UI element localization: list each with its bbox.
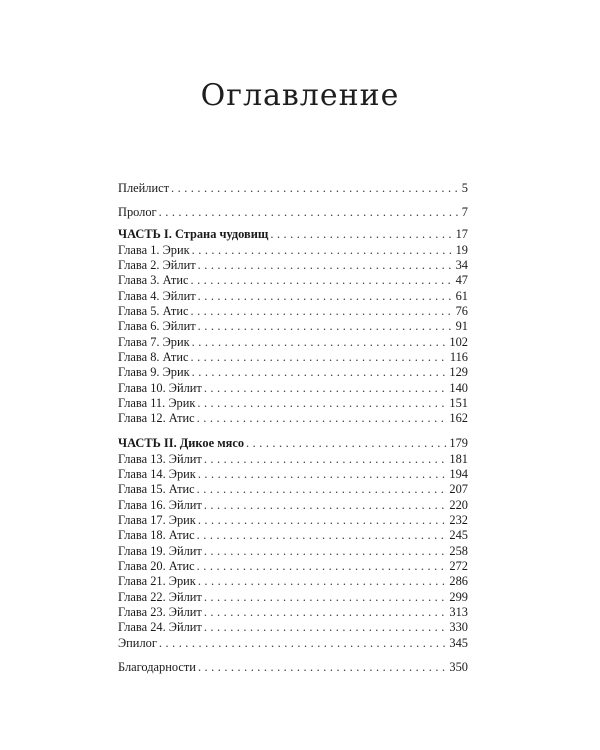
toc-entry-label: Глава 4. Эйлит bbox=[118, 289, 196, 303]
toc-entry-page-number: 5 bbox=[461, 181, 468, 195]
toc-entry-page-number: 220 bbox=[449, 498, 468, 512]
toc-entry-label: Эпилог bbox=[118, 636, 157, 650]
toc-entry bbox=[118, 619, 468, 635]
dot-leader bbox=[204, 604, 448, 620]
toc-entry-label: ЧАСТЬ II. Дикое мясо bbox=[118, 436, 245, 450]
dot-leader bbox=[197, 410, 448, 426]
toc-entry-page-number: 47 bbox=[455, 273, 468, 287]
toc-entry-label: Глава 2. Эйлит bbox=[118, 258, 196, 272]
dot-leader bbox=[197, 395, 447, 411]
toc-entry bbox=[118, 558, 468, 574]
toc-entry bbox=[118, 364, 468, 380]
toc-entry bbox=[118, 451, 468, 467]
toc-entry bbox=[118, 257, 468, 273]
dot-leader bbox=[198, 512, 448, 528]
toc-entry bbox=[118, 288, 468, 304]
toc-entry-page-number: 34 bbox=[455, 258, 468, 272]
toc-entry-label: Глава 21. Эрик bbox=[118, 574, 196, 588]
toc-entry bbox=[118, 497, 468, 513]
toc-entry-label: Глава 15. Атис bbox=[118, 482, 195, 496]
toc-entry bbox=[118, 481, 468, 497]
dot-leader bbox=[192, 334, 448, 350]
dot-leader bbox=[198, 288, 454, 304]
toc-entry-label: ЧАСТЬ I. Страна чудовищ bbox=[118, 227, 269, 241]
toc-entry-page-number: 258 bbox=[449, 544, 468, 558]
toc-entry bbox=[118, 380, 468, 396]
dot-leader bbox=[204, 589, 448, 605]
dot-leader bbox=[190, 303, 453, 319]
toc-entry-page-number: 232 bbox=[449, 513, 468, 527]
toc-entry-label: Глава 12. Атис bbox=[118, 411, 195, 425]
toc-entry-page-number: 350 bbox=[449, 660, 468, 674]
toc-entry-page-number: 17 bbox=[455, 227, 468, 241]
toc-entry bbox=[118, 272, 468, 288]
toc-entry bbox=[118, 180, 468, 196]
toc-entry bbox=[118, 410, 468, 426]
dot-leader bbox=[246, 435, 447, 451]
toc-entry-label: Глава 8. Атис bbox=[118, 350, 189, 364]
dot-leader bbox=[198, 318, 454, 334]
toc-entry-page-number: 181 bbox=[449, 452, 468, 466]
toc-entry-page-number: 179 bbox=[449, 436, 468, 450]
toc-entry-page-number: 207 bbox=[449, 482, 468, 496]
dot-leader bbox=[198, 466, 448, 482]
dot-leader bbox=[190, 349, 447, 365]
toc-entry-label: Глава 17. Эрик bbox=[118, 513, 196, 527]
dot-leader bbox=[198, 659, 447, 675]
toc-entry-page-number: 140 bbox=[449, 381, 468, 395]
dot-leader bbox=[159, 204, 460, 220]
toc-entry-label: Глава 13. Эйлит bbox=[118, 452, 202, 466]
toc-entry-page-number: 7 bbox=[461, 205, 468, 219]
toc-entry-page-number: 245 bbox=[449, 528, 468, 542]
toc-entry-label: Глава 5. Атис bbox=[118, 304, 189, 318]
toc-entry-page-number: 61 bbox=[455, 289, 468, 303]
toc-entry-label: Глава 3. Атис bbox=[118, 273, 189, 287]
dot-leader bbox=[192, 242, 454, 258]
toc-entry-label: Глава 19. Эйлит bbox=[118, 544, 202, 558]
toc-entry-page-number: 19 bbox=[455, 243, 468, 257]
toc-entry-page-number: 102 bbox=[449, 335, 468, 349]
toc-entry-label: Благодарности bbox=[118, 660, 196, 674]
toc-entry bbox=[118, 573, 468, 589]
toc-entry bbox=[118, 635, 468, 651]
toc-entry bbox=[118, 349, 468, 365]
toc-entry-label: Глава 6. Эйлит bbox=[118, 319, 196, 333]
toc-entry-page-number: 272 bbox=[449, 559, 468, 573]
toc-entry-page-number: 194 bbox=[449, 467, 468, 481]
dot-leader bbox=[190, 272, 453, 288]
dot-leader bbox=[171, 180, 460, 196]
dot-leader bbox=[204, 543, 448, 559]
toc-entry-label: Глава 16. Эйлит bbox=[118, 498, 202, 512]
toc-entry bbox=[118, 589, 468, 605]
dot-leader bbox=[198, 573, 448, 589]
toc-entry-page-number: 151 bbox=[449, 396, 468, 410]
toc-entry-label: Глава 23. Эйлит bbox=[118, 605, 202, 619]
dot-leader bbox=[204, 497, 448, 513]
toc-entry-label: Глава 22. Эйлит bbox=[118, 590, 202, 604]
toc-entry bbox=[118, 543, 468, 559]
toc-part-entry bbox=[118, 226, 468, 242]
dot-leader bbox=[204, 380, 448, 396]
toc-entry-label: Глава 10. Эйлит bbox=[118, 381, 202, 395]
dot-leader bbox=[159, 635, 448, 651]
toc-part-entry bbox=[118, 435, 468, 451]
toc-entry bbox=[118, 242, 468, 258]
toc-entry-page-number: 345 bbox=[449, 636, 468, 650]
toc-entry bbox=[118, 334, 468, 350]
toc-entry-label: Плейлист bbox=[118, 181, 169, 195]
toc-entry-page-number: 76 bbox=[455, 304, 468, 318]
toc-entry bbox=[118, 527, 468, 543]
toc-entry-page-number: 299 bbox=[449, 590, 468, 604]
dot-leader bbox=[197, 527, 448, 543]
toc-entry-label: Глава 18. Атис bbox=[118, 528, 195, 542]
toc-entry-page-number: 313 bbox=[449, 605, 468, 619]
toc-entry-page-number: 116 bbox=[449, 350, 468, 364]
toc-entry-label: Глава 14. Эрик bbox=[118, 467, 196, 481]
toc-entry-page-number: 91 bbox=[455, 319, 468, 333]
dot-leader bbox=[192, 364, 448, 380]
toc-entry-label: Глава 1. Эрик bbox=[118, 243, 190, 257]
dot-leader bbox=[204, 619, 448, 635]
toc-entry-page-number: 162 bbox=[449, 411, 468, 425]
toc-entry bbox=[118, 303, 468, 319]
toc-entry bbox=[118, 204, 468, 220]
toc-entry-page-number: 129 bbox=[449, 365, 468, 379]
toc-entry-label: Пролог bbox=[118, 205, 157, 219]
toc-entry bbox=[118, 395, 468, 411]
toc-entry-label: Глава 11. Эрик bbox=[118, 396, 196, 410]
toc-entry-page-number: 330 bbox=[449, 620, 468, 634]
toc-entry bbox=[118, 659, 468, 675]
toc-entry-label: Глава 24. Эйлит bbox=[118, 620, 202, 634]
dot-leader bbox=[198, 257, 454, 273]
page-title: Оглавление bbox=[200, 78, 400, 113]
dot-leader bbox=[204, 451, 448, 467]
toc-entry-label: Глава 20. Атис bbox=[118, 559, 195, 573]
toc-entry-label: Глава 7. Эрик bbox=[118, 335, 190, 349]
toc-entry bbox=[118, 512, 468, 528]
dot-leader bbox=[197, 558, 448, 574]
dot-leader bbox=[270, 226, 453, 242]
toc-entry-label: Глава 9. Эрик bbox=[118, 365, 190, 379]
toc-entry-page-number: 286 bbox=[449, 574, 468, 588]
dot-leader bbox=[197, 481, 448, 497]
toc-entry bbox=[118, 466, 468, 482]
toc-entry bbox=[118, 318, 468, 334]
toc-entry bbox=[118, 604, 468, 620]
